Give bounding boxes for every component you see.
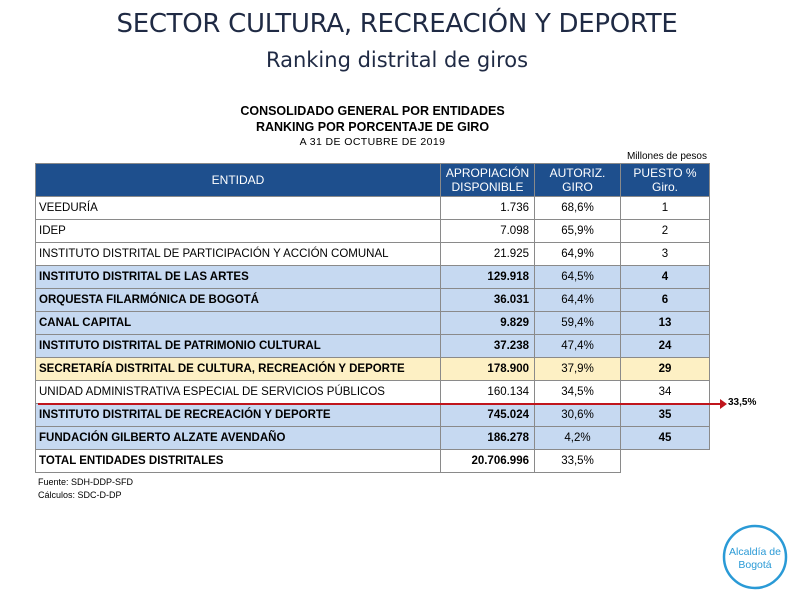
reference-arrow-icon (720, 399, 727, 409)
table-row (36, 312, 710, 335)
cell-apropiacion: 9.829 (441, 312, 535, 335)
cell-giro: 37,9% (535, 358, 621, 381)
slide-subtitle: Ranking distrital de giros (265, 48, 529, 72)
cell-apropiacion: 7.098 (441, 220, 535, 243)
cell-puesto: 2 (621, 220, 710, 243)
units-note: Millones de pesos (626, 151, 707, 162)
cell-entidad: INSTITUTO DISTRITAL DE PATRIMONIO CULTURAL (36, 335, 441, 358)
report-heading: CONSOLIDADO GENERAL POR ENTIDADES (240, 104, 505, 118)
logo-line-1: Alcaldía de (729, 546, 781, 558)
cell-puesto: 24 (621, 335, 710, 358)
table-row (36, 289, 710, 312)
cell-puesto: 3 (621, 243, 710, 266)
column-header-entidad: ENTIDAD (36, 164, 441, 197)
alcaldia-logo (722, 524, 788, 590)
source-note: Fuente: SDH-DDP-SFD (38, 477, 134, 487)
cell-giro: 47,4% (535, 335, 621, 358)
cell-apropiacion: 745.024 (441, 404, 535, 427)
logo-line-2: Bogotá (738, 559, 772, 571)
cell-apropiacion: 21.925 (441, 243, 535, 266)
table-row (36, 243, 710, 266)
cell-apropiacion: 186.278 (441, 427, 535, 450)
table-row (36, 404, 710, 427)
cell-entidad: ORQUESTA FILARMÓNICA DE BOGOTÁ (36, 289, 441, 312)
reference-line-label: 33,5% (728, 397, 757, 408)
cell-apropiacion: 160.134 (441, 381, 535, 404)
cell-puesto: 34 (621, 381, 710, 404)
total-empty-cell (621, 450, 710, 473)
cell-apropiacion: 36.031 (441, 289, 535, 312)
reference-line (38, 403, 723, 405)
cell-entidad: VEEDURÍA (36, 197, 441, 220)
cell-entidad: CANAL CAPITAL (36, 312, 441, 335)
table-row (36, 358, 710, 381)
ranking-table (35, 163, 710, 473)
cell-puesto: 6 (621, 289, 710, 312)
table-row (36, 427, 710, 450)
cell-entidad: INSTITUTO DISTRITAL DE RECREACIÓN Y DEPORTE (36, 404, 441, 427)
table-row (36, 335, 710, 358)
report-subheading: RANKING POR PORCENTAJE DE GIRO (255, 120, 490, 134)
cell-apropiacion: 129.918 (441, 266, 535, 289)
cell-giro: 64,4% (535, 289, 621, 312)
cell-apropiacion: 178.900 (441, 358, 535, 381)
cell-puesto: 13 (621, 312, 710, 335)
total-giro: 33,5% (535, 450, 621, 473)
table-row (36, 381, 710, 404)
cell-puesto: 1 (621, 197, 710, 220)
cell-entidad: FUNDACIÓN GILBERTO ALZATE AVENDAÑO (36, 427, 441, 450)
cell-giro: 4,2% (535, 427, 621, 450)
cell-entidad: INSTITUTO DISTRITAL DE LAS ARTES (36, 266, 441, 289)
cell-giro: 64,5% (535, 266, 621, 289)
table-row (36, 266, 710, 289)
cell-puesto: 4 (621, 266, 710, 289)
cell-giro: 59,4% (535, 312, 621, 335)
cell-entidad: SECRETARÍA DISTRITAL DE CULTURA, RECREACIÓN Y DEPORTE (36, 358, 441, 381)
table-row (36, 220, 710, 243)
total-entidad: TOTAL ENTIDADES DISTRITALES (36, 450, 441, 473)
cell-giro: 34,5% (535, 381, 621, 404)
cell-apropiacion: 1.736 (441, 197, 535, 220)
cell-giro: 30,6% (535, 404, 621, 427)
calculation-note: Cálculos: SDC-D-DP (38, 490, 122, 500)
column-header-giro: AUTORIZ. GIRO (535, 164, 621, 197)
table-header-row (36, 164, 710, 197)
slide-title: SECTOR CULTURA, RECREACIÓN Y DEPORTE (116, 9, 678, 39)
cell-giro: 68,6% (535, 197, 621, 220)
cell-puesto: 35 (621, 404, 710, 427)
cell-puesto: 45 (621, 427, 710, 450)
cell-entidad: INSTITUTO DISTRITAL DE PARTICIPACIÓN Y ACCIÓN COMUNAL (36, 243, 441, 266)
cell-puesto: 29 (621, 358, 710, 381)
column-header-apropiacion: APROPIACIÓN DISPONIBLE (441, 164, 535, 197)
table-total-row (36, 450, 710, 473)
column-header-puesto: PUESTO % Giro. (621, 164, 710, 197)
cell-entidad: UNIDAD ADMINISTRATIVA ESPECIAL DE SERVICIOS PÚBLICOS (36, 381, 441, 404)
cell-entidad: IDEP (36, 220, 441, 243)
table-row (36, 197, 710, 220)
cell-giro: 65,9% (535, 220, 621, 243)
report-date: A 31 DE OCTUBRE DE 2019 (299, 136, 446, 148)
cell-giro: 64,9% (535, 243, 621, 266)
total-apropiacion: 20.706.996 (441, 450, 535, 473)
cell-apropiacion: 37.238 (441, 335, 535, 358)
